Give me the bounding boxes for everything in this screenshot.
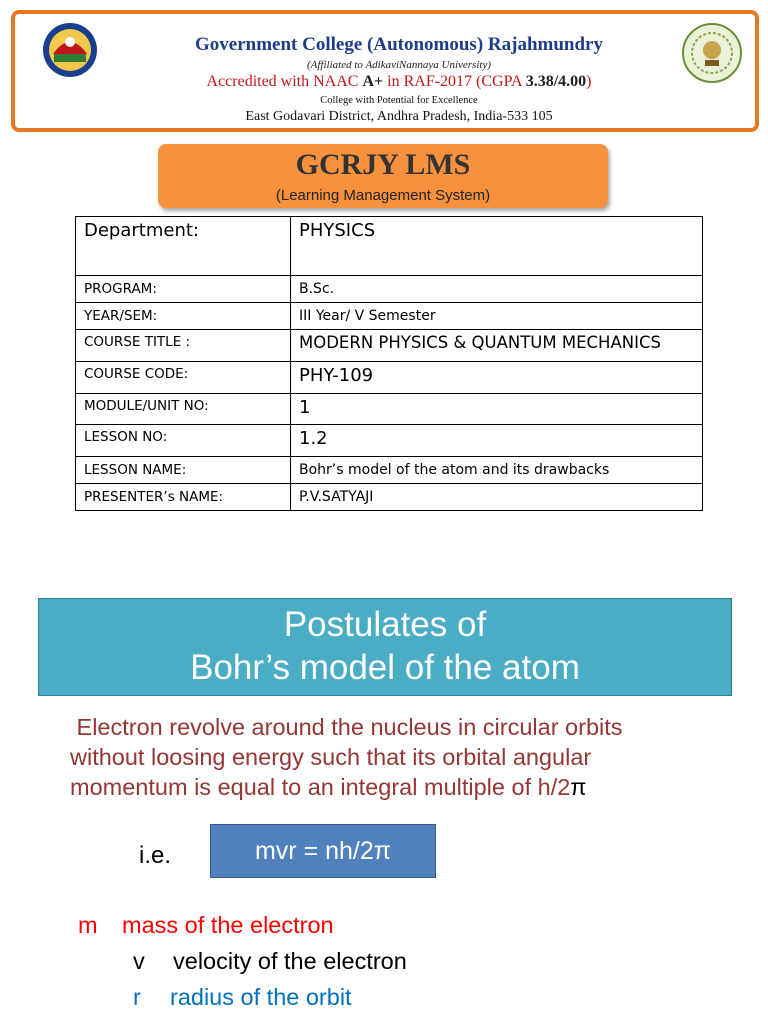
postulate-line: momentum is equal to an integral multiple of h/2π bbox=[70, 774, 587, 800]
table-key: Department: bbox=[76, 217, 291, 276]
postulate-line: Electron revolve around the nucleus in circular orbits bbox=[70, 714, 623, 740]
potential-text: College with Potential for Excellence bbox=[320, 95, 478, 106]
postulate-text bbox=[70, 712, 750, 802]
table-row bbox=[76, 276, 703, 303]
table-row bbox=[76, 362, 703, 394]
state-emblem-icon bbox=[681, 22, 743, 84]
table-row bbox=[76, 330, 703, 362]
table-row bbox=[76, 457, 703, 484]
table-key: YEAR/SEM: bbox=[76, 303, 291, 330]
table-key: PRESENTER’s NAME: bbox=[76, 484, 291, 511]
table-value: 1.2 bbox=[291, 425, 703, 457]
table-key: COURSE CODE: bbox=[76, 362, 291, 394]
college-emblem-icon bbox=[41, 20, 99, 80]
slide-title-line: Bohr’s model of the atom bbox=[190, 648, 580, 687]
college-name: Government College (Autonomous) Rajahmundry bbox=[195, 34, 603, 55]
table-value: PHYSICS bbox=[291, 217, 703, 276]
address-text: East Godavari District, Andhra Pradesh, India-533 105 bbox=[245, 109, 553, 124]
table-key: COURSE TITLE : bbox=[76, 330, 291, 362]
lesson-info-table bbox=[75, 216, 703, 511]
accreditation-text: Accredited with NAAC A+ in RAF-2017 (CGPA 3.38/4.00) bbox=[206, 73, 592, 90]
term-symbol: v bbox=[133, 948, 145, 974]
table-key: LESSON NO: bbox=[76, 425, 291, 457]
table-value: 1 bbox=[291, 394, 703, 425]
table-row bbox=[76, 425, 703, 457]
table-value: III Year/ V Semester bbox=[291, 303, 703, 330]
term-radius bbox=[133, 984, 352, 1011]
slide-title-line: Postulates of bbox=[283, 605, 487, 644]
table-value: PHY-109 bbox=[291, 362, 703, 394]
formula-box: mvr = nh/2π bbox=[210, 824, 436, 878]
term-symbol: m bbox=[78, 912, 98, 938]
term-velocity bbox=[133, 948, 407, 975]
term-description: mass of the electron bbox=[122, 912, 334, 938]
term-symbol: r bbox=[133, 984, 141, 1010]
term-description: radius of the orbit bbox=[170, 984, 352, 1010]
table-key: LESSON NAME: bbox=[76, 457, 291, 484]
table-row bbox=[76, 217, 703, 276]
table-value: MODERN PHYSICS & QUANTUM MECHANICS bbox=[291, 330, 703, 362]
slide-title bbox=[38, 598, 732, 696]
postulate-line: without loosing energy such that its orbital angular bbox=[70, 744, 592, 770]
table-row bbox=[76, 303, 703, 330]
ie-label: i.e. bbox=[139, 842, 172, 869]
pi-symbol: π bbox=[570, 774, 587, 800]
term-description: velocity of the electron bbox=[173, 948, 407, 974]
table-value: B.Sc. bbox=[291, 276, 703, 303]
lms-subtitle: (Learning Management System) bbox=[275, 187, 491, 204]
table-key: MODULE/UNIT NO: bbox=[76, 394, 291, 425]
term-mass bbox=[78, 912, 334, 939]
table-key: PROGRAM: bbox=[76, 276, 291, 303]
table-value: P.V.SATYAJI bbox=[291, 484, 703, 511]
table-row bbox=[76, 484, 703, 511]
affiliation-text: (Affiliated to AdikaviNannaya University) bbox=[306, 59, 491, 71]
lms-title: GCRJY LMS bbox=[295, 148, 471, 181]
table-row bbox=[76, 394, 703, 425]
lms-title-box bbox=[158, 144, 608, 208]
table-value: Bohr’s model of the atom and its drawbacks bbox=[291, 457, 703, 484]
college-header-banner bbox=[11, 10, 759, 132]
